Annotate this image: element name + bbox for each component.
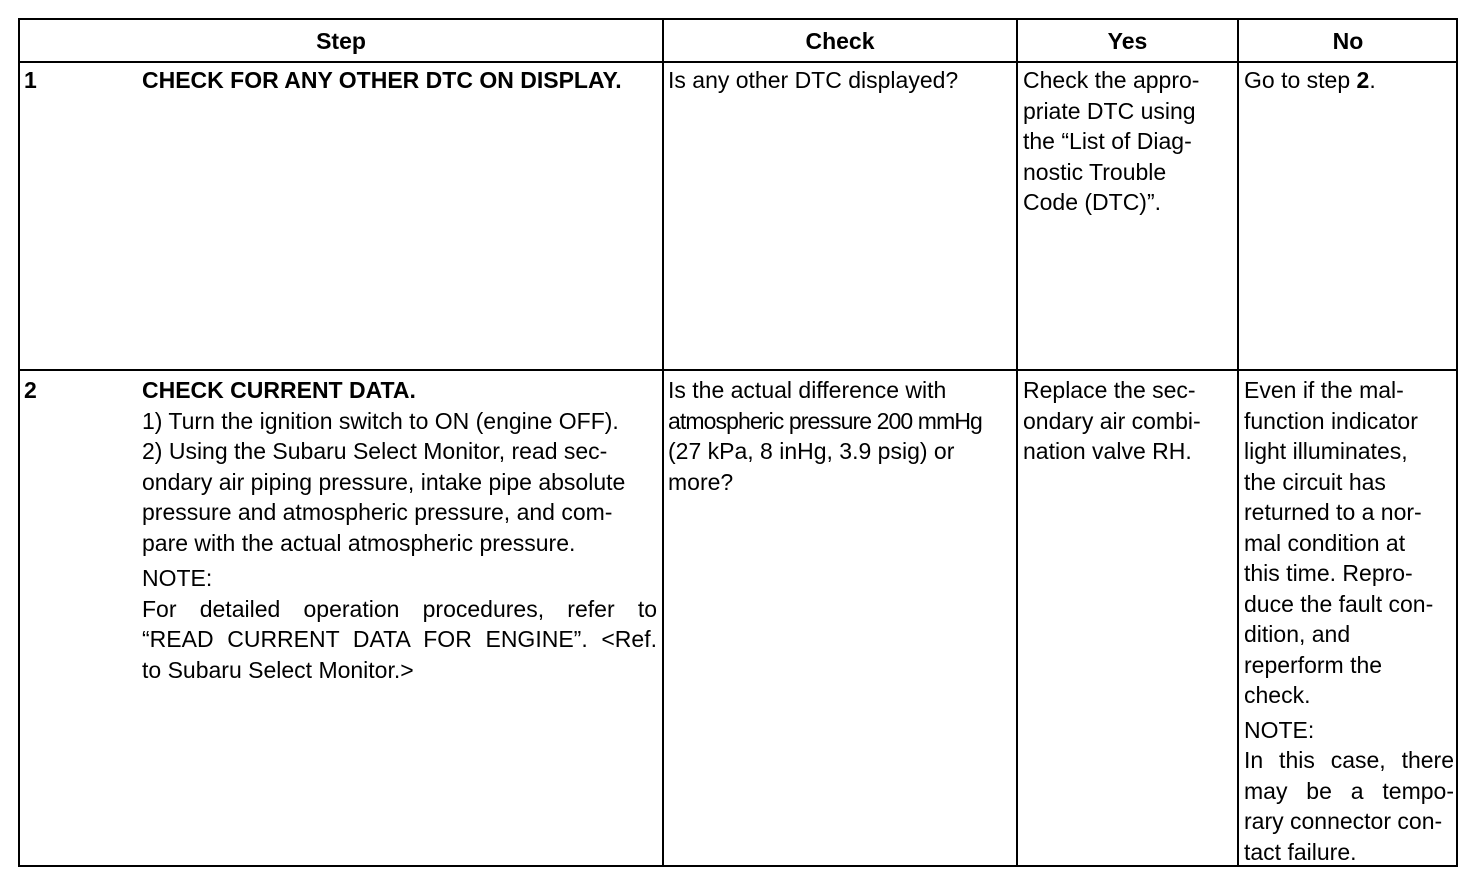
- header-step: Step: [316, 28, 366, 54]
- row1-step-number: 1: [24, 67, 37, 93]
- row2-step-note-label: NOTE:: [142, 565, 213, 591]
- row-divider: [20, 369, 1456, 371]
- header-check: Check: [805, 28, 875, 54]
- row2-step-line: 1) Turn the ignition switch to ON (engine OFF).: [142, 407, 619, 434]
- row2-no-note-line: may be a tempo-: [1244, 777, 1454, 804]
- row2-check-line: more?: [668, 468, 734, 495]
- row1-yes-line: Code (DTC)”.: [1023, 189, 1162, 215]
- row2-no-note-line: tact failure.: [1244, 838, 1357, 865]
- row2-no-line: this time. Repro-: [1244, 560, 1413, 586]
- row2-step-line: ondary air piping pressure, intake pipe absolute: [142, 468, 626, 495]
- row2-check-question: [668, 375, 1014, 497]
- row2-no-note-label: NOTE:: [1244, 716, 1315, 743]
- row2-no-line: reperform the: [1244, 651, 1383, 678]
- row2-no-line: check.: [1244, 682, 1311, 708]
- row2-no-action: [1244, 375, 1454, 867]
- row2-step-note-line: For detailed operation procedures, refer to: [142, 595, 657, 622]
- row2-yes-line: nation valve RH.: [1023, 438, 1192, 464]
- row2-step-note-line: “READ CURRENT DATA FOR ENGINE”. <Ref.: [142, 626, 657, 652]
- row2-no-note-line: rary connector con-: [1244, 808, 1443, 834]
- row2-yes-action: [1023, 375, 1235, 467]
- row2-no-line: the circuit has: [1244, 468, 1386, 495]
- row2-check-line: Is the actual difference with: [668, 377, 947, 403]
- row1-check-question: Is any other DTC displayed?: [668, 67, 959, 93]
- diagnostic-table: [18, 18, 1458, 867]
- row2-step-note-line: to Subaru Select Monitor.>: [142, 656, 414, 683]
- row1-yes-line: priate DTC using: [1023, 97, 1196, 124]
- row2-no-line: Even if the mal-: [1244, 377, 1404, 403]
- row2-no-line: returned to a nor-: [1244, 499, 1422, 525]
- row2-no-line: dition, and: [1244, 621, 1351, 647]
- row2-step-number: 2: [24, 377, 37, 403]
- row2-step-line: pressure and atmospheric pressure, and com-: [142, 499, 613, 525]
- row1-no-action: [1244, 65, 1376, 96]
- row1-no-prefix: Go to step: [1244, 67, 1357, 93]
- row1-yes-line: nostic Trouble: [1023, 158, 1167, 185]
- row1-yes-line: Check the appro-: [1023, 67, 1200, 93]
- row2-step-content: [142, 375, 657, 685]
- row1-yes-line: the “List of Diag-: [1023, 128, 1192, 154]
- row2-no-line: mal condition at: [1244, 529, 1406, 556]
- row2-yes-line: Replace the sec-: [1023, 377, 1196, 403]
- row2-check-line: atmospheric pressure 200 mmHg: [668, 407, 982, 434]
- header-yes: Yes: [1107, 28, 1148, 54]
- row2-check-line: (27 kPa, 8 inHg, 3.9 psig) or: [668, 438, 955, 464]
- row2-yes-line: ondary air combi-: [1023, 407, 1201, 434]
- row1-step-title: CHECK FOR ANY OTHER DTC ON DISPLAY.: [142, 67, 622, 93]
- row2-step-line: pare with the actual atmospheric pressure.: [142, 529, 576, 556]
- header-no: No: [1332, 28, 1364, 54]
- row2-no-line: function indicator: [1244, 407, 1418, 434]
- row2-no-line: light illuminates,: [1244, 438, 1408, 464]
- column-divider: [662, 20, 664, 865]
- row1-no-suffix: .: [1369, 67, 1376, 93]
- row1-yes-action: [1023, 65, 1199, 218]
- column-divider: [1016, 20, 1018, 865]
- row2-step-line: 2) Using the Subaru Select Monitor, read sec-: [142, 438, 608, 464]
- column-divider: [1237, 20, 1239, 865]
- row2-step-title: CHECK CURRENT DATA.: [142, 377, 416, 403]
- row1-no-step-ref: 2: [1356, 67, 1370, 93]
- row2-no-line: duce the fault con-: [1244, 590, 1434, 617]
- row2-no-note-line: In this case, there: [1244, 747, 1454, 773]
